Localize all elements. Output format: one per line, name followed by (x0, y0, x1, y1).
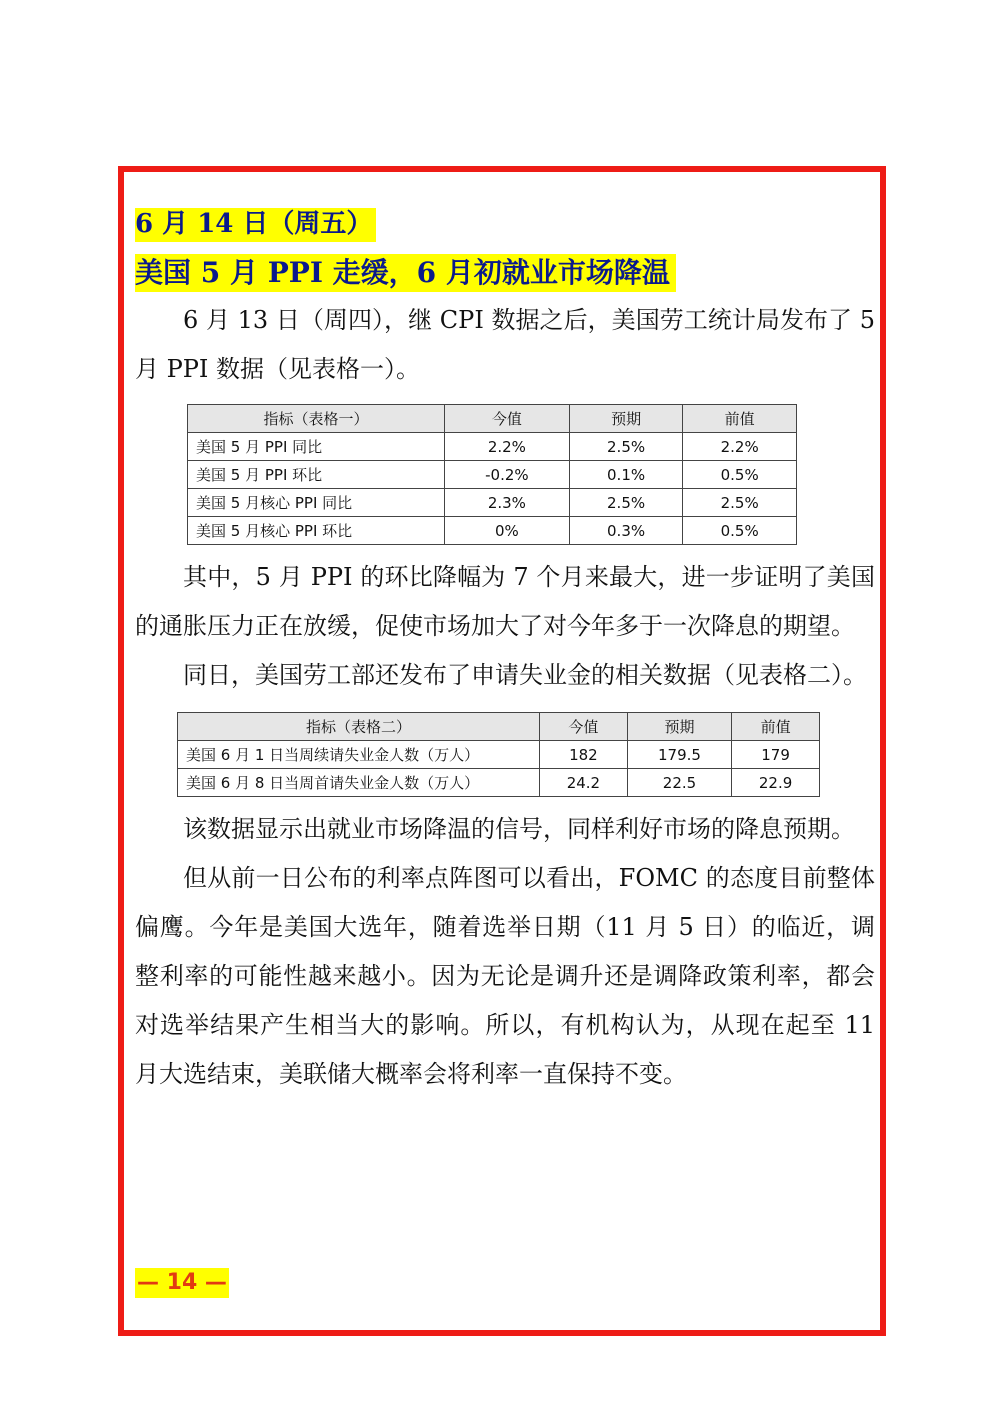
table-row (188, 517, 797, 545)
cell-actual: 182 (540, 741, 628, 769)
paragraph-ppi-analysis: 其中，5 月 PPI 的环比降幅为 7 个月来最大，进一步证明了美国的通胀压力正在放缓，促使市场加大了对今年多于一次降息的期望。 (135, 563, 875, 641)
cell-forecast: 22.5 (627, 769, 731, 797)
table-row (188, 433, 797, 461)
cell-indicator: 美国 5 月 PPI 环比 (188, 461, 445, 489)
cell-actual: 0% (445, 517, 570, 545)
page-number: — 14 — (135, 1268, 229, 1298)
table-row (178, 769, 820, 797)
cell-forecast: 0.1% (569, 461, 683, 489)
paragraph-fomc-outlook: 但从前一日公布的利率点阵图可以看出，FOMC 的态度目前整体偏鹰。今年是美国大选年，随着选举日期（11 月 5 日）的临近，调整利率的可能性越来越小。因为无论是调升还是调降政策利率，都会对选举结果产生相当大的影响。所以，有机构认为，从现在起至 11 月大选结束，美联储大概率会将利率一直保持不变。 (135, 864, 875, 1089)
cell-forecast: 2.5% (569, 433, 683, 461)
paragraph-intro: 6 月 13 日（周四），继 CPI 数据之后，美国劳工统计局发布了 5 月 PPI 数据（见表格一）。 (135, 306, 875, 384)
table-row (178, 741, 820, 769)
cell-previous: 22.9 (732, 769, 820, 797)
cell-forecast: 179.5 (627, 741, 731, 769)
cell-previous: 0.5% (683, 517, 797, 545)
column-header-previous: 前值 (732, 713, 820, 741)
cell-actual: 2.2% (445, 433, 570, 461)
cell-previous: 0.5% (683, 461, 797, 489)
cell-indicator: 美国 5 月核心 PPI 环比 (188, 517, 445, 545)
article-date: 6 月 14 日（周五） (135, 208, 376, 242)
column-header-indicator: 指标（表格二） (178, 713, 540, 741)
cell-actual: 2.3% (445, 489, 570, 517)
cell-forecast: 0.3% (569, 517, 683, 545)
cell-indicator: 美国 6 月 1 日当周续请失业金人数（万人） (178, 741, 540, 769)
cell-forecast: 2.5% (569, 489, 683, 517)
column-header-forecast: 预期 (569, 405, 683, 433)
article (135, 208, 875, 1099)
table-jobless-claims (177, 712, 820, 797)
table-ppi (187, 404, 797, 545)
cell-previous: 179 (732, 741, 820, 769)
cell-indicator: 美国 5 月核心 PPI 同比 (188, 489, 445, 517)
cell-previous: 2.5% (683, 489, 797, 517)
paragraph-jobless-intro: 同日，美国劳工部还发布了申请失业金的相关数据（见表格二）。 (183, 661, 867, 690)
column-header-previous: 前值 (683, 405, 797, 433)
table-header-row (178, 713, 820, 741)
cell-actual: 24.2 (540, 769, 628, 797)
cell-actual: -0.2% (445, 461, 570, 489)
table-row (188, 489, 797, 517)
article-title: 美国 5 月 PPI 走缓，6 月初就业市场降温 (135, 254, 676, 293)
cell-indicator: 美国 5 月 PPI 同比 (188, 433, 445, 461)
cell-indicator: 美国 6 月 8 日当周首请失业金人数（万人） (178, 769, 540, 797)
column-header-actual: 今值 (540, 713, 628, 741)
column-header-actual: 今值 (445, 405, 570, 433)
column-header-forecast: 预期 (627, 713, 731, 741)
column-header-indicator: 指标（表格一） (188, 405, 445, 433)
cell-previous: 2.2% (683, 433, 797, 461)
table-row (188, 461, 797, 489)
paragraph-jobless-analysis: 该数据显示出就业市场降温的信号，同样利好市场的降息预期。 (183, 815, 855, 844)
table-header-row (188, 405, 797, 433)
